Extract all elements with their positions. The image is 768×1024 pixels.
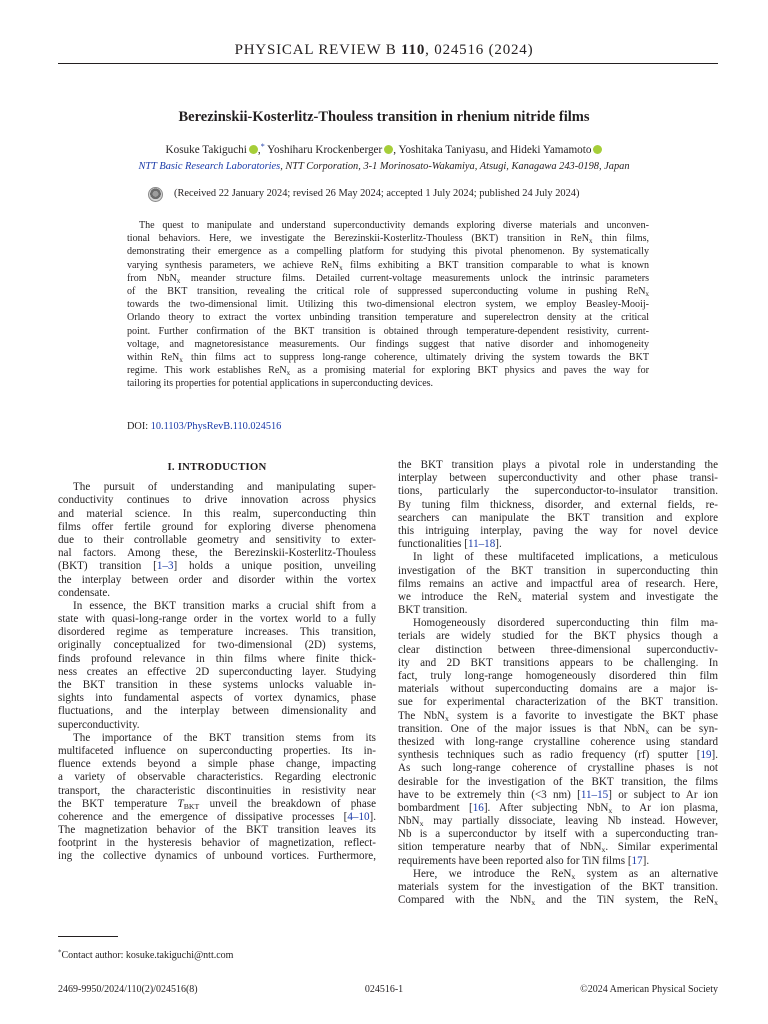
citation-link[interactable]: 4–10 [347,810,370,823]
author-name[interactable]: Yoshitaka Taniyasu, and Hideki Yamamoto [398,144,592,156]
journal-header: PHYSICAL REVIEW B 110, 024516 (2024) [234,42,534,58]
footnote-text: Contact author: kosuke.takiguchi@ntt.com [61,950,234,961]
body-text-line: due to their controllable geometry and sensitivity to exter- [58,533,376,546]
orcid-icon[interactable] [384,145,393,154]
footer-page-number: 024516-1 [364,984,404,995]
author-name[interactable]: Kosuke Takiguchi [165,144,247,156]
author-name[interactable]: Yoshiharu Krockenberger [267,144,383,156]
abstract-line: demonstrating their emergence as a compelling platform for studying this pivotal phenomenon. By systematically [127,246,649,258]
body-text-line: films remains an active and impactful area of research. Here, [398,577,718,590]
doi-label: DOI: [127,421,151,432]
body-text-line: sition temperature nearby that of NbN$_x$. Similar experimental [398,841,718,855]
affiliation-address: , NTT Corporation, 3-1 Morinosato-Wakamiya, Atsugi, Kanagawa 243-0198, Japan [280,161,630,172]
body-text-line: and material science. In this realm, superconducting thin [58,507,376,520]
left-column-text [58,481,376,863]
abstract-line: voltage, and magnetoresistance measurements. Our findings suggest that native disorder and inhomogeneity [127,338,649,350]
body-text-line: In essence, the BKT transition marks a crucial shift from a [73,599,376,612]
right-column [398,459,718,907]
abstract-line: The quest to manipulate and understand superconductivity demands exploring diverse materials and unconven- [139,220,649,231]
body-text-line: ing the collective dynamics of unbound vortices. Furthermore, [58,850,376,863]
body-text-line: finds profound relevance in thin films where finite thick- [58,652,376,665]
author-list: Kosuke Takiguchi ,* Yoshiharu Krockenberger , Yoshitaka Taniyasu, and Hideki Yamamoto [0,142,768,156]
body-text-line: nal factors. Among these, the Berezinskii-Kosterlitz-Thouless [58,547,376,560]
citation-link[interactable]: 17 [631,854,643,867]
abstract-line: tailoring its properties for potential applications in superconducting devices. [127,378,434,390]
body-text-line: ness creates an effective 2D superconducting layer. Studying [58,665,376,678]
body-text-line: materials system for the investigation of the BKT transition. [398,881,718,893]
body-text-line: condensate. [58,586,111,599]
body-text-line: terials are widely studied for the BKT physics though a [398,630,718,643]
body-text-line: we introduce the ReN$_x$ material system and investigate the [398,590,719,604]
body-text-line: multifaceted influence on superconducting properties. Its in- [58,744,376,757]
body-text-line: thesized with long-range crystalline coherence using standard [398,735,718,748]
abstract-line: point. Further confirmation of the BKT transition is obtained through temperature-dependent resistivity, current- [127,325,649,337]
body-text-line: the interplay between order and disorder within the vortex [58,573,376,586]
body-text-line: fluence extends beyond a simple phase change, impacting [58,758,376,771]
body-text-line: (BKT) transition [1–3] holds a unique position, unveiling [58,560,376,573]
abstract-line: regime. This work establishes ReN$_x$ as a promising material for exploring BKT physics and paves the way for [127,365,649,377]
body-text-line: sue for experimental characterization of the BKT transition. [398,696,718,709]
affiliation-link[interactable]: NTT Basic Research Laboratories [138,161,281,172]
orcid-icon[interactable] [249,145,258,154]
body-text-line: coherence and the emergence of dissipative processes [4–10]. [58,810,376,823]
footnote-mark: * [58,948,62,957]
body-text-line: The importance of the BKT transition stems from its [73,731,376,744]
citation-link[interactable]: 1–3 [156,560,174,573]
received-dates: (Received 22 January 2024; revised 26 May 2024; accepted 1 July 2024; published 24 July 2024) [174,188,580,199]
body-text-line: The magnetization behavior of the BKT transition leaves its [58,824,376,837]
body-text-line: have to be extremely thin (<3 nm) [11–15] or subject to Ar ion [398,788,718,801]
header-rule [58,63,718,64]
body-text-line: materials without superconducting domains are a major is- [398,683,718,696]
body-text-line: searchers can manipulate the BKT transition and explore [398,511,718,524]
body-text-line: By tuning film thickness, disorder, and external fields, re- [398,498,718,511]
abstract-line: tional behaviors. Here, we investigate the Berezinskii-Kosterlitz-Thouless (BKT) transition in ReN$_x$ thin films, [127,233,649,245]
body-text-line: the BKT transition plays a pivotal role in understanding the [398,459,718,471]
citation-link[interactable]: 19 [700,749,712,762]
body-text-line: disordered regime as temperature increases. This transition, [58,626,376,639]
footnote [58,950,233,961]
body-text-line: state with quasi-long-range order in the vortex world to a fully [58,613,376,626]
section-heading: I. INTRODUCTION [167,461,267,473]
crossmark-icon[interactable] [148,187,163,202]
body-text-line: this intriguing interplay, paving the way for novel device [398,524,718,537]
body-text-line: conductivity continues to drive innovation across physics [58,494,376,507]
body-text-line: investigation of the BKT transition in superconducting thin [398,564,718,577]
abstract-line: of the BKT transition, revealing the critical role of suppressed superconducting volume in pushing ReN$_x$ [127,285,649,298]
journal-volume: 110 [401,42,426,58]
body-text-line: transition. One of the major issues is that NbN$_x$ can be syn- [398,722,718,736]
citation-link[interactable]: 11–15 [580,788,609,801]
body-text-line: transport, the characteristic discontinuities in resistivity near [58,784,376,797]
orcid-icon[interactable] [593,145,602,154]
body-text-line: bombardment [16]. After subjecting NbN$_x$ to Ar ion plasma, [398,801,718,815]
left-column [58,459,376,864]
body-text-line: NbN$_x$ may partially dissociate, leaving Nb instead. However, [398,815,718,828]
body-text-line: the BKT transition in these systems unlocks valuable in- [58,679,376,692]
abstract-line: towards the two-dimensional limit. Utilizing this two-dimensional electron system, we employ Beasley-Mooij- [127,299,649,311]
body-text-line: BKT transition. [398,604,468,617]
body-text-line: synthesis techniques such as radio frequency (rf) sputter [19]. [398,749,718,762]
body-text-line: superconductivity. [58,718,140,731]
body-text-line: The pursuit of understanding and manipulating super- [73,481,376,494]
body-text-line: interplay between superconductivity and other phase transi- [398,472,718,485]
body-text-line: Nb is a superconductor by itself with a superconducting tran- [398,828,718,841]
footer-copyright: ©2024 American Physical Society [580,984,718,995]
body-text-line: Homogeneously disordered superconducting thin film ma- [413,617,718,630]
body-text-line: In light of these multifaceted implications, a meticulous [413,551,718,564]
journal-article-number: 024516 (2024) [434,42,534,58]
abstract-line: varying synthesis parameters, we achieve ReN$_x$ films exhibiting a BKT transition comparable to what is known [127,259,649,272]
body-text-line: fluctuations, and the interplay between dimensionality and [58,705,376,718]
body-text-line: tions, particularly the superconductor-to-insulator transition. [398,485,718,498]
journal-name: PHYSICAL REVIEW B [234,42,397,58]
abstract-line: Orlando theory to extract the vortex unbinding transition temperature and superelectron density at the critical [127,312,649,324]
body-text-line: Here, we introduce the ReN$_x$ system as an alternative [413,867,718,881]
body-text-line: fact, truly long-range homogeneously disordered thin film [398,670,718,682]
paper-title: Berezinskii-Kosterlitz-Thouless transition in rhenium nitride films [178,109,590,125]
body-text-line: originally conceptualized for two-dimensional (2D) systems, [58,639,376,652]
body-text-line: a variety of observable characteristics. Regarding electronic [58,771,376,784]
body-text-line: footprint in the hysteresis behavior of magnetization, reflect- [58,837,376,850]
body-text-line: films offer fertile ground for exploring diverse phenomena [58,520,376,533]
body-text-line: clear distinction between three-dimensional superconductiv- [398,643,718,656]
citation-link[interactable]: 11–18 [467,538,496,551]
body-text-line: functionalities [11–18]. [398,538,502,551]
body-text-line: Compared with the NbN$_x$ and the TiN system, the ReN$_x$ [398,894,718,908]
body-text-line: ity and 2D BKT transitions appears to be challenging. In [398,656,718,669]
abstract-line: from NbN$_x$ meander structure films. Detailed current-voltage measurements unlock the intrinsic parameters [127,272,650,285]
body-text-line: The NbN$_x$ system is a favorite to investigate the BKT phase [398,709,718,723]
body-text-line: requirements have been reported also for TiN films [17]. [398,854,650,867]
body-text-line: sights into fundamental aspects of vortex dynamics, phase [58,692,376,705]
doi [127,421,281,432]
abstract-line: within ReN$_x$ thin films act to suppress long-range coherence, ultimately driving the system towards the BKT [127,351,650,364]
right-column-text [398,459,718,907]
footnote-rule [58,936,118,937]
corresponding-author-mark[interactable]: * [260,142,265,151]
body-text-line: As such long-range coherence of crystalline phases is not [398,762,718,775]
footer-issn: 2469-9950/2024/110(2)/024516(8) [58,984,198,995]
abstract [127,219,649,390]
doi-link[interactable]: 10.1103/PhysRevB.110.024516 [150,421,282,432]
body-text-line: desirable for the investigation of the BKT transition, the films [398,775,718,788]
affiliation [0,161,768,172]
body-text-line: the BKT temperature $T_{BKT}$ unveil the breakdown of phase [58,797,376,811]
citation-link[interactable]: 16 [472,801,484,814]
